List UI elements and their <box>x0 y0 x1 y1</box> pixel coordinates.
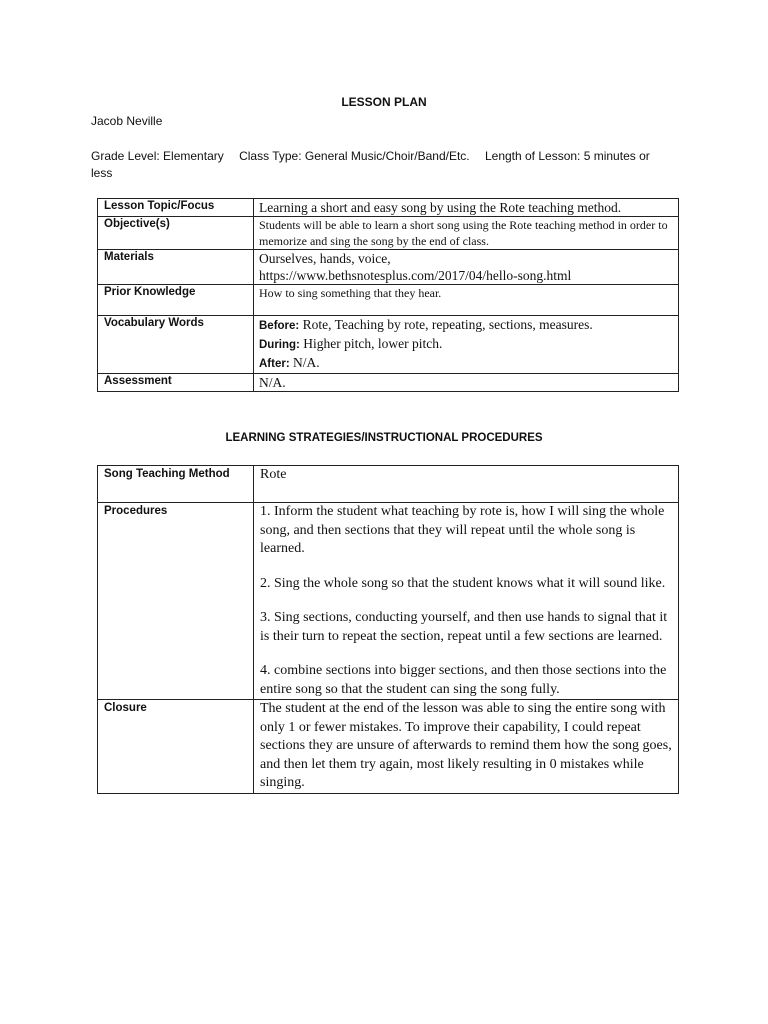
method-label: Song Teaching Method <box>98 466 254 503</box>
topic-value: Learning a short and easy song by using the Rote teaching method. <box>254 199 679 217</box>
table-row <box>98 374 679 392</box>
prior-knowledge-label: Prior Knowledge <box>98 285 254 316</box>
materials-value <box>254 250 679 285</box>
table-row <box>98 285 679 316</box>
procedure-step: 1. Inform the student what teaching by rote is, how I will sing the whole song, and then sections that they will repeat until the whole song is learned. <box>260 504 665 556</box>
lesson-length: Length of Lesson: 5 minutes or less <box>91 149 650 180</box>
lesson-meta <box>91 148 681 182</box>
procedures-value <box>254 503 679 700</box>
procedure-step: 3. Sing sections, conducting yourself, and then use hands to signal that it is their turn to repeat the section, repeat until a few sections are learned. <box>260 610 668 644</box>
topic-label: Lesson Topic/Focus <box>98 199 254 217</box>
grade-level: Grade Level: Elementary <box>91 149 224 163</box>
objective-label: Objective(s) <box>98 217 254 250</box>
table-row <box>98 217 679 250</box>
class-type: Class Type: General Music/Choir/Band/Etc. <box>239 149 470 163</box>
table-row <box>98 199 679 217</box>
vocab-before-label: Before: <box>259 320 300 332</box>
method-value: Rote <box>254 466 679 503</box>
section-heading: LEARNING STRATEGIES/INSTRUCTIONAL PROCEDURES <box>225 432 543 444</box>
materials-link: https://www.bethsnotesplus.com/2017/04/hello-song.html <box>259 268 572 283</box>
vocab-before-value: Rote, Teaching by rote, repeating, sections, measures. <box>302 317 593 332</box>
assessment-label: Assessment <box>98 374 254 392</box>
table-row <box>98 700 679 794</box>
table-row <box>98 316 679 374</box>
table-row <box>98 503 679 700</box>
page-title: LESSON PLAN <box>341 95 427 109</box>
closure-label: Closure <box>98 700 254 794</box>
vocab-after-value: N/A. <box>293 355 320 370</box>
objective-value: Students will be able to learn a short song using the Rote teaching method in order to memorize and sing the song by the end of class. <box>254 217 679 250</box>
vocabulary-value <box>254 316 679 374</box>
vocab-during-value: Higher pitch, lower pitch. <box>303 336 443 351</box>
materials-line: Ourselves, hands, voice, <box>259 251 391 266</box>
closure-value: The student at the end of the lesson was able to sing the entire song with only 1 or fewer mistakes. To improve their capability, I could repeat sections they are unsure of afterwards to remind them how the song goes, and then let them try again, most likely resulting in 0 mistakes while singing. <box>254 700 679 794</box>
prior-knowledge-value: How to sing something that they hear. <box>254 285 679 316</box>
assessment-value: N/A. <box>254 374 679 392</box>
procedures-label: Procedures <box>98 503 254 700</box>
procedure-step: 4. combine sections into bigger sections, and then those sections into the entire song so that the student can sing the song fully. <box>260 663 667 697</box>
vocab-during-label: During: <box>259 339 300 351</box>
author-name: Jacob Neville <box>91 114 163 128</box>
strategies-table <box>97 465 679 794</box>
table-row <box>98 466 679 503</box>
lesson-plan-table <box>97 198 679 392</box>
vocabulary-label: Vocabulary Words <box>98 316 254 374</box>
vocab-after-label: After: <box>259 358 290 370</box>
table-row <box>98 250 679 285</box>
materials-label: Materials <box>98 250 254 285</box>
procedure-step: 2. Sing the whole song so that the student knows what it will sound like. <box>260 575 666 591</box>
